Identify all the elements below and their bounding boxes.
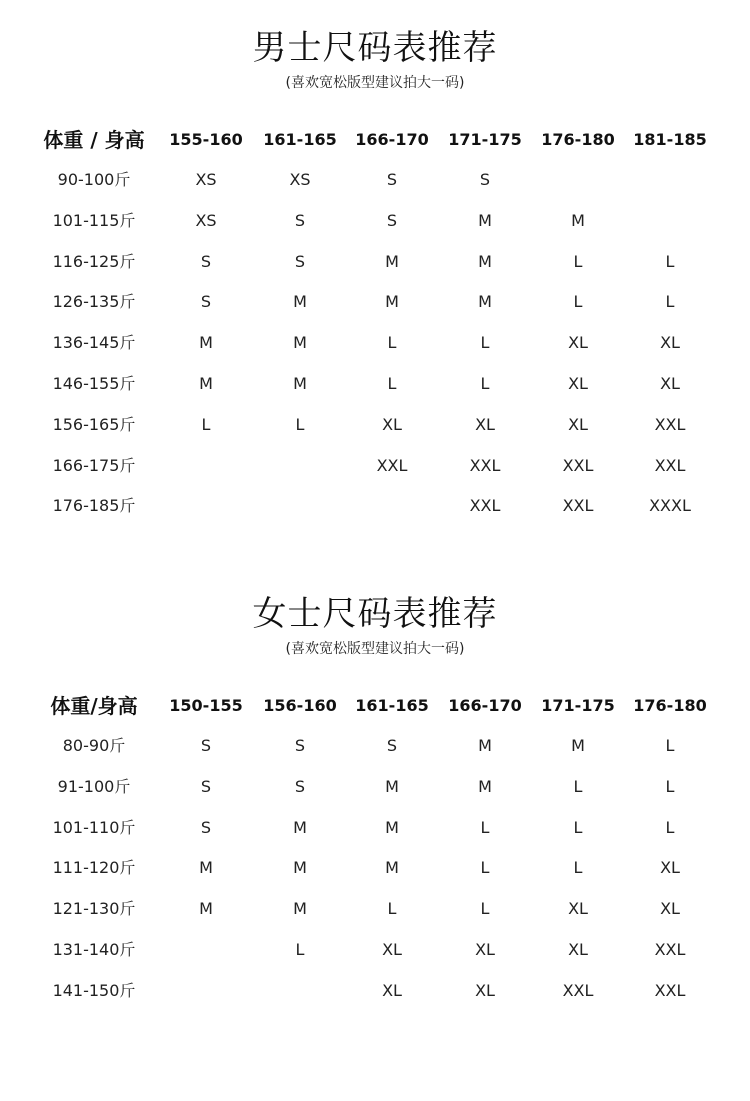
women-size-cell: XL: [382, 980, 402, 1000]
men-size-cell: [160, 446, 252, 486]
women-size-cell: L: [573, 776, 583, 796]
women-size-cell: L: [480, 899, 490, 919]
men-size-cell: M: [293, 333, 307, 353]
men-table-row: [0, 323, 750, 363]
women-size-cell: L: [573, 858, 583, 878]
men-height-header: 181-185: [633, 130, 707, 149]
men-header-row: [0, 120, 750, 160]
men-table-row: [0, 405, 750, 445]
women-size-cell: M: [199, 899, 213, 919]
men-table-row: [0, 364, 750, 404]
men-size-cell: XL: [660, 374, 680, 393]
men-size-cell: XXXL: [649, 496, 691, 516]
men-size-cell: S: [294, 210, 306, 230]
men-size-cell: S: [386, 170, 398, 189]
women-weight-label: 121-130斤: [52, 899, 136, 919]
men-size-cell: XXL: [469, 455, 501, 475]
women-size-cell: S: [294, 736, 306, 755]
women-size-cell: S: [200, 776, 212, 796]
men-size-cell: XXL: [562, 455, 594, 475]
men-size-cell: [254, 446, 346, 486]
men-size-cell: XXL: [654, 455, 686, 475]
women-size-cell: S: [294, 776, 306, 796]
women-size-cell: M: [293, 817, 307, 837]
men-size-cell: M: [385, 251, 399, 271]
women-table-row: [0, 808, 750, 848]
men-size-cell: L: [387, 374, 397, 393]
men-size-cell: XXL: [654, 414, 686, 434]
men-weight-label: 176-185斤: [52, 496, 136, 516]
men-size-cell: XL: [382, 414, 402, 434]
women-weight-label: 111-120斤: [52, 858, 136, 878]
women-size-cell: XXL: [654, 940, 686, 959]
women-table-row: [0, 971, 750, 1011]
women-size-cell: L: [665, 736, 675, 755]
women-size-cell: L: [480, 858, 490, 878]
men-size-cell: XL: [568, 414, 588, 434]
women-size-cell: S: [200, 736, 212, 755]
men-weight-label: 136-145斤: [52, 333, 136, 353]
men-weight-label: 90-100斤: [57, 170, 131, 189]
men-size-cell: M: [385, 292, 399, 312]
women-size-cell: M: [478, 776, 492, 796]
men-table-row: [0, 201, 750, 241]
men-size-cell: L: [665, 251, 675, 271]
men-size-cell: S: [200, 251, 212, 271]
men-size-cell: XXL: [562, 496, 594, 516]
women-height-header: 176-180: [633, 696, 707, 715]
women-height-header: 161-165: [355, 696, 429, 715]
women-header-row: [0, 686, 750, 726]
women-table-row: [0, 726, 750, 766]
men-size-cell: M: [199, 374, 213, 393]
men-size-cell: L: [480, 333, 490, 353]
women-size-cell: L: [480, 817, 490, 837]
women-size-cell: XXL: [654, 980, 686, 1000]
men-table-row: [0, 160, 750, 200]
men-size-cell: S: [200, 292, 212, 312]
men-size-cell: XS: [195, 170, 217, 189]
women-size-cell: XL: [660, 899, 680, 919]
men-table-row: [0, 242, 750, 282]
women-size-cell: L: [295, 940, 305, 959]
women-size-cell: [160, 930, 252, 970]
women-size-cell: M: [293, 899, 307, 919]
men-table-row: [0, 486, 750, 526]
women-chart-subtitle: (喜欢宽松版型建议拍大一码): [285, 641, 465, 657]
men-size-cell: [532, 160, 624, 200]
men-size-cell: L: [387, 333, 397, 353]
men-size-cell: L: [665, 292, 675, 312]
women-chart-title: 女士尺码表推荐: [252, 594, 498, 634]
women-table-row: [0, 848, 750, 888]
men-size-cell: [624, 201, 716, 241]
women-size-cell: XL: [568, 899, 588, 919]
women-table-row: [0, 930, 750, 970]
women-size-cell: XL: [568, 940, 588, 959]
men-corner-label: 体重 / 身高: [43, 128, 145, 152]
women-size-cell: [254, 971, 346, 1011]
men-weight-label: 101-115斤: [52, 210, 136, 230]
women-weight-label: 101-110斤: [52, 817, 136, 837]
women-size-cell: S: [200, 817, 212, 837]
women-weight-label: 91-100斤: [57, 776, 131, 796]
women-size-cell: M: [385, 817, 399, 837]
men-table-row: [0, 282, 750, 322]
women-weight-label: 131-140斤: [52, 940, 136, 959]
men-size-cell: M: [293, 374, 307, 393]
men-size-cell: XL: [475, 414, 495, 434]
men-size-cell: M: [293, 292, 307, 312]
women-weight-label: 80-90斤: [62, 736, 126, 755]
men-size-cell: M: [199, 333, 213, 353]
women-table-row: [0, 767, 750, 807]
men-size-cell: XL: [568, 333, 588, 353]
women-height-header: 166-170: [448, 696, 522, 715]
women-size-cell: XL: [475, 940, 495, 959]
men-height-header: 171-175: [448, 130, 522, 149]
men-size-cell: M: [478, 210, 492, 230]
men-size-cell: L: [295, 414, 305, 434]
men-size-cell: XL: [660, 333, 680, 353]
men-size-cell: S: [294, 251, 306, 271]
men-height-header: 155-160: [169, 130, 243, 149]
men-size-cell: M: [478, 292, 492, 312]
women-table-row: [0, 889, 750, 929]
women-size-cell: XL: [475, 980, 495, 1000]
men-weight-label: 156-165斤: [52, 414, 136, 434]
women-size-cell: M: [199, 858, 213, 878]
men-size-cell: S: [386, 210, 398, 230]
women-size-cell: M: [385, 858, 399, 878]
men-size-cell: XL: [568, 374, 588, 393]
men-height-header: 176-180: [541, 130, 615, 149]
men-size-cell: L: [201, 414, 211, 434]
men-size-cell: M: [571, 210, 585, 230]
women-size-cell: L: [573, 817, 583, 837]
men-weight-label: 126-135斤: [52, 292, 136, 312]
women-size-cell: L: [665, 776, 675, 796]
women-size-cell: XXL: [562, 980, 594, 1000]
women-corner-label: 体重/身高: [50, 694, 138, 718]
men-size-cell: L: [480, 374, 490, 393]
women-weight-label: 141-150斤: [52, 980, 136, 1000]
men-size-cell: XS: [289, 170, 311, 189]
men-size-cell: XS: [195, 210, 217, 230]
men-chart-subtitle: (喜欢宽松版型建议拍大一码): [285, 75, 465, 91]
men-size-cell: L: [573, 292, 583, 312]
women-size-cell: M: [571, 736, 585, 755]
women-size-cell: S: [386, 736, 398, 755]
men-chart-title: 男士尺码表推荐: [252, 28, 498, 68]
men-size-cell: L: [573, 251, 583, 271]
women-size-cell: XL: [660, 858, 680, 878]
women-size-cell: M: [293, 858, 307, 878]
men-size-cell: XXL: [376, 455, 408, 475]
men-height-header: 161-165: [263, 130, 337, 149]
men-size-cell: S: [479, 170, 491, 189]
men-table-row: [0, 446, 750, 486]
women-size-cell: M: [385, 776, 399, 796]
men-size-cell: [160, 486, 252, 526]
men-weight-label: 116-125斤: [52, 251, 136, 271]
men-size-cell: XXL: [469, 496, 501, 516]
women-size-cell: M: [478, 736, 492, 755]
women-height-header: 171-175: [541, 696, 615, 715]
men-weight-label: 146-155斤: [52, 374, 136, 393]
women-height-header: 150-155: [169, 696, 243, 715]
men-size-cell: [254, 486, 346, 526]
men-weight-label: 166-175斤: [52, 455, 136, 475]
men-size-cell: [624, 160, 716, 200]
women-height-header: 156-160: [263, 696, 337, 715]
women-size-cell: [160, 971, 252, 1011]
women-size-cell: L: [387, 899, 397, 919]
women-size-cell: L: [665, 817, 675, 837]
women-size-cell: XL: [382, 940, 402, 959]
men-size-cell: M: [478, 251, 492, 271]
men-height-header: 166-170: [355, 130, 429, 149]
men-size-cell: [346, 486, 438, 526]
